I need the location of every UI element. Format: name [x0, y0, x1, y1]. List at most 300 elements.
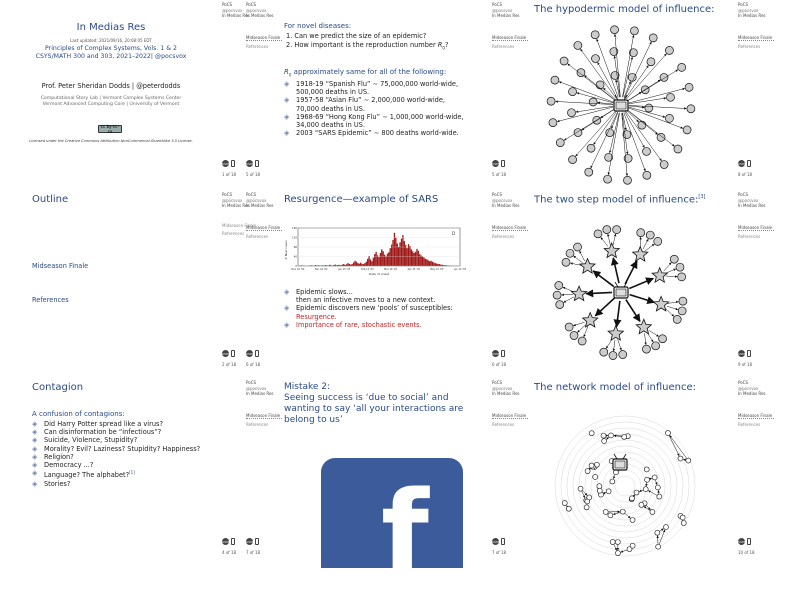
sidebar-course: PoCS [246, 2, 290, 8]
bar [352, 264, 353, 266]
person-node [670, 255, 678, 263]
affiliations [0, 96, 222, 108]
slide-title-resurgence: Resurgence—example of SARS [284, 194, 438, 205]
slide-footer [492, 160, 536, 177]
sidebar-course: PoCS [492, 192, 536, 198]
sidebar-deck: In Medias Res [492, 391, 536, 397]
influence-arrow [666, 276, 677, 277]
influence-arrow [562, 294, 573, 295]
sidebar-course: PoCS [738, 2, 782, 8]
course-line-2: CSYS/MATH 300 and 303, 2021–2022| @pocsvox [0, 53, 222, 61]
sidebar-right [738, 380, 782, 428]
influence-arrow [577, 325, 585, 333]
bullet-icon: ◈ [32, 461, 37, 469]
person-node [610, 479, 615, 484]
person-node [666, 93, 674, 101]
person-node [565, 323, 573, 331]
slide-mistake-2 [246, 378, 512, 566]
person-node [642, 345, 650, 353]
slide-title-outline: Outline [32, 194, 68, 205]
page-number[interactable]: 8 of 18 [738, 172, 782, 177]
bullet-icon: ◈ [32, 469, 37, 477]
sidebar-deck: In Medias Res [246, 13, 290, 19]
x-tick-label: Nov 16 '02 [292, 268, 305, 271]
person-node [585, 469, 590, 474]
sidebar-deck: In Medias Res [738, 13, 782, 19]
bar [435, 263, 436, 266]
broadcast-arrow [586, 292, 612, 293]
slide-title-hypodermic: The hypodermic model of influence: [534, 4, 715, 15]
person-node [679, 297, 687, 305]
contagion-list [32, 420, 200, 488]
list-item: ◈ Stories? [32, 480, 200, 488]
affiliation-line-1: Computational Story Lab | Vermont Complex Systems Center [0, 96, 222, 102]
bar [337, 265, 338, 266]
sidebar-nav-midseason[interactable]: Midseason Finale [738, 225, 774, 232]
course-info [0, 45, 222, 61]
sidebar-handle: @pocsvox [738, 386, 782, 392]
page-number[interactable]: 5 of 18 [246, 172, 290, 177]
person-node [547, 97, 555, 105]
list-item: ◈ 2003 “SARS Epidemic” ∼ 800 deaths world-wide. [284, 129, 464, 137]
last-updated: Last updated: 2021/09/16, 20:08:05 EDT [0, 38, 222, 43]
bar [364, 263, 365, 266]
influence-arrow [644, 333, 645, 344]
person-node [629, 496, 634, 501]
person-node [609, 351, 617, 359]
bar [437, 264, 438, 266]
slide-resurgence [246, 190, 512, 378]
influence-arrow [670, 435, 687, 458]
bullet-icon: ◈ [32, 428, 37, 436]
citation[interactable]: [1] [129, 470, 135, 475]
opinion-leader-icon [654, 296, 669, 311]
lock-icon [747, 538, 751, 545]
bar [356, 262, 357, 266]
sidebar-deck: In Medias Res [222, 13, 266, 19]
person-node [589, 431, 594, 436]
influence-arrow [649, 478, 651, 479]
sidebar-nav-midseason[interactable]: Midseason Finale [738, 35, 774, 42]
sidebar-right [738, 192, 782, 240]
bar [377, 255, 378, 266]
page-number[interactable]: 9 of 18 [738, 362, 782, 367]
broadcast-arrow [593, 271, 614, 287]
person-node [654, 237, 662, 245]
sidebar-course: PoCS [222, 2, 266, 8]
bar [378, 257, 379, 266]
sidebar-nav-references[interactable]: References [246, 422, 290, 428]
sidebar-nav-midseason[interactable]: Midseason Finale [738, 413, 774, 420]
x-tick-label: Feb 14 '03 [361, 268, 374, 271]
sidebar-nav-references[interactable]: References [246, 234, 290, 240]
list-item: ◈ 1918-19 “Spanish Flu” ∼ 75,000,000 world-wide, 500,000 deaths in US. [284, 80, 464, 96]
bar [423, 257, 424, 266]
sidebar-deck: In Medias Res [492, 203, 536, 209]
influence-arrow [614, 340, 615, 351]
facebook-f-icon: f [381, 476, 429, 586]
x-tick-label: Jan 15 '03 [337, 268, 350, 271]
person-node [589, 463, 594, 468]
lock-icon [501, 538, 505, 545]
sidebar-deck: In Medias Res [246, 391, 290, 397]
sidebar [492, 2, 536, 50]
bar [428, 260, 429, 266]
bar [401, 239, 402, 266]
person-node [619, 351, 627, 359]
sidebar-nav-references[interactable]: References [222, 231, 266, 237]
influence-arrow [584, 326, 588, 337]
opinion-leader-icon [571, 286, 586, 300]
list-item: ◈ Epidemic discovers new ‘pools’ of susceptibles: Resurgence. [284, 304, 453, 320]
x-tick-label: Dec 16 '02 [315, 268, 328, 271]
slide-title-contagion: Contagion [32, 382, 83, 393]
bar [425, 259, 426, 266]
influence-arrow [658, 490, 659, 494]
bar [422, 257, 423, 267]
sidebar-handle: @pocsvox [222, 8, 266, 14]
influence-arrow [614, 544, 617, 550]
sars-chart [284, 226, 464, 276]
opinion-leader-icon [604, 243, 619, 258]
influence-arrow [582, 490, 587, 495]
bar [342, 265, 343, 266]
sidebar-handle: @pocsvox [492, 386, 536, 392]
bullet-icon: ◈ [32, 445, 37, 453]
sidebar-nav-references[interactable]: References [738, 422, 782, 428]
sidebar-course: PoCS [246, 192, 290, 198]
influence-arrow [603, 492, 606, 493]
flu-list [284, 80, 464, 137]
influence-arrow [665, 269, 676, 273]
sidebar-nav-references[interactable]: References [492, 234, 536, 240]
sidebar-handle: @pocsvox [738, 8, 782, 14]
bar [394, 233, 395, 266]
bar [439, 264, 440, 266]
person-node [645, 104, 653, 112]
bar [375, 252, 376, 266]
person-node [611, 26, 619, 34]
bar [414, 253, 415, 266]
person-node [562, 500, 567, 505]
person-node [610, 539, 615, 544]
slide-footer [492, 538, 536, 555]
person-node [611, 71, 619, 79]
bar [442, 265, 443, 266]
sidebar-nav-references[interactable]: References [492, 44, 536, 50]
person-node [643, 147, 651, 155]
bullet-icon: ◈ [284, 304, 289, 312]
broadcast-arrow [595, 298, 614, 316]
facebook-logo [321, 458, 463, 568]
lock-icon [255, 160, 259, 167]
slide-footer [246, 160, 290, 177]
bar [371, 261, 372, 266]
bullet-icon: ◈ [284, 96, 289, 104]
bullet-icon: ◈ [284, 113, 289, 121]
sidebar-handle: @pocsvox [246, 198, 290, 204]
person-node [665, 114, 673, 122]
uvm-logo-icon: UVM [246, 350, 253, 357]
chart-ylabel: # New cases [284, 240, 288, 260]
bullet-icon: ◈ [284, 321, 289, 329]
person-node [613, 226, 621, 234]
person-node [594, 230, 602, 238]
lock-icon [501, 350, 505, 357]
chart-xlabel: Date of onset [369, 272, 390, 276]
person-node [647, 58, 655, 66]
person-node [551, 76, 559, 84]
sidebar-deck: In Medias Res [738, 391, 782, 397]
slide-outline [0, 190, 266, 378]
bar [430, 261, 431, 266]
distance-ring [603, 464, 647, 508]
page-number[interactable]: 1 of 18 [222, 172, 266, 177]
page-number[interactable]: 6 of 18 [492, 362, 536, 367]
x-tick-label: Mar 16 '03 [384, 268, 397, 271]
influence-arrow [645, 244, 654, 251]
page-number[interactable]: 7 of 18 [492, 550, 536, 555]
bullet-icon: ◈ [32, 480, 37, 488]
person-node [591, 55, 599, 63]
page-number[interactable]: 10 of 18 [738, 550, 782, 555]
uvm-logo-icon: UVM [738, 160, 745, 167]
slide-footer-right [738, 350, 782, 367]
person-node [587, 495, 592, 500]
person-node [622, 434, 627, 439]
slide-novel-diseases [246, 0, 512, 188]
influence-arrow [613, 234, 616, 245]
uvm-logo-icon: UVM [492, 350, 499, 357]
person-node [620, 509, 625, 514]
bar [329, 265, 330, 266]
x-tick-label: Jun 14 '03 [453, 268, 466, 271]
influence-arrow [639, 490, 643, 491]
person-node [652, 342, 660, 350]
sidebar-handle: @pocsvox [738, 198, 782, 204]
person-node [655, 485, 660, 490]
uvm-logo-icon: UVM [738, 538, 745, 545]
page-number[interactable]: 7 of 18 [246, 550, 290, 555]
bar [440, 265, 441, 266]
person-node [685, 83, 693, 91]
person-node [568, 109, 576, 117]
person-node [644, 467, 649, 472]
lock-icon [747, 160, 751, 167]
influence-arrow [666, 309, 674, 317]
bar [360, 263, 361, 266]
bar [347, 263, 348, 266]
influence-arrow [649, 330, 659, 336]
course-line-1: Principles of Complex Systems, Vols. 1 & 2 [0, 45, 222, 53]
sidebar-nav-midseason[interactable]: Midseason Finale [246, 225, 282, 232]
sidebar-handle: @pocsvox [246, 386, 290, 392]
distance-ring [573, 434, 677, 538]
y-tick-label: 40 [294, 255, 298, 259]
bar [390, 248, 391, 266]
person-node [609, 433, 614, 438]
opinion-leader-icon [608, 326, 623, 340]
person-node [569, 156, 577, 164]
bar [359, 264, 360, 266]
affiliation-line-2: Vermont Advanced Computing Core | University of Vermont [0, 102, 222, 108]
person-node [638, 121, 646, 129]
bar [408, 244, 409, 266]
bar [346, 264, 347, 266]
bar [426, 259, 427, 266]
two-step-diagram [546, 210, 696, 375]
list-item: ◈ Can disinformation be “infectious”? [32, 428, 200, 436]
chart-panel-label: D [452, 231, 455, 236]
influence-arrow [618, 339, 622, 350]
bullet-icon: ◈ [284, 129, 289, 137]
cc-license-badge[interactable]: cc by-nc-sa [98, 125, 122, 133]
slide-two-step [492, 190, 800, 378]
bar [373, 258, 374, 266]
person-node [589, 98, 597, 106]
person-node [681, 521, 686, 526]
outline-item-midseason[interactable]: Midseason Finale [32, 262, 88, 270]
sidebar-deck: In Medias Res [246, 203, 290, 209]
influence-arrow [601, 237, 608, 246]
page-number[interactable]: 6 of 18 [246, 362, 290, 367]
lock-icon [255, 538, 259, 545]
person-node [665, 431, 670, 436]
person-node [656, 544, 661, 549]
bar [353, 262, 354, 266]
person-node [585, 168, 593, 176]
sidebar-nav-midseason[interactable]: Midseason Finale [246, 35, 282, 42]
slide-contagion [0, 378, 266, 566]
sidebar-course: PoCS [738, 192, 782, 198]
person-node [678, 456, 683, 461]
influence-arrow [574, 256, 583, 263]
sidebar-course: PoCS [222, 192, 266, 198]
sidebar-nav-midseason[interactable]: Midseason Finale [492, 413, 528, 420]
lock-icon [231, 350, 235, 357]
bar [368, 256, 369, 266]
slide-title-two-step: The two step model of influence:[3] [534, 194, 705, 205]
person-node [686, 458, 691, 463]
person-node [555, 281, 563, 289]
person-node [630, 27, 638, 35]
uvm-logo-icon: UVM [492, 160, 499, 167]
person-node [663, 525, 668, 530]
broadcast-arrow [613, 258, 619, 283]
citation[interactable]: [3] [698, 194, 705, 200]
list-item: ◈ Did Harry Potter spread like a virus? [32, 420, 200, 428]
person-node [657, 133, 665, 141]
bullet-icon: ◈ [32, 453, 37, 461]
person-node [615, 540, 620, 545]
outline-item-references[interactable]: References [32, 296, 69, 304]
bar [335, 265, 336, 266]
x-tick-label: May 15 '03 [430, 268, 444, 271]
bar [343, 264, 344, 266]
bar [366, 262, 367, 266]
page-number[interactable]: 4 of 18 [222, 550, 266, 555]
person-node [623, 176, 631, 184]
list-item: ◈ Democracy ...? [32, 461, 200, 469]
uvm-logo-icon: UVM [222, 350, 229, 357]
sidebar-nav-midseason[interactable]: Midseason Finale [492, 35, 528, 42]
list-item: ◈ Suicide, Violence, Stupidity? [32, 436, 200, 444]
sidebar-nav-midseason[interactable]: Midseason Finale [222, 223, 266, 229]
influence-arrow [582, 491, 585, 498]
influence-arrow [664, 263, 672, 272]
lock-icon [501, 160, 505, 167]
person-node [674, 145, 682, 153]
opinion-leader-icon [636, 319, 651, 334]
influence-arrow [580, 251, 585, 261]
page-number[interactable]: 2 of 18 [222, 362, 266, 367]
sidebar-right [738, 2, 782, 50]
person-node [687, 105, 695, 113]
page-number[interactable]: 5 of 18 [492, 172, 536, 177]
sidebar-nav-references[interactable]: References [738, 234, 782, 240]
sidebar-nav-references[interactable]: References [492, 422, 536, 428]
influence-arrow [667, 306, 678, 309]
intro-novel-diseases: For novel diseases: [284, 22, 351, 30]
slide-footer [246, 350, 290, 367]
person-node [600, 348, 608, 356]
bar [363, 264, 364, 266]
person-node [574, 243, 582, 251]
question-1: 1. Can we predict the size of an epidemic? [286, 32, 448, 41]
y-tick-label: 160 [292, 226, 297, 230]
sidebar-nav-references[interactable]: References [738, 44, 782, 50]
person-node [645, 477, 650, 482]
bar [419, 254, 420, 266]
bar [395, 238, 396, 267]
bar [354, 261, 355, 266]
person-node [665, 46, 673, 54]
television-icon [614, 95, 628, 111]
person-node [603, 226, 611, 234]
bar [416, 249, 417, 266]
person-node [578, 337, 586, 345]
sidebar-nav-midseason[interactable]: Midseason Finale [492, 225, 528, 232]
sidebar-deck: In Medias Res [222, 203, 266, 209]
influence-arrow [606, 437, 609, 439]
bar [411, 249, 412, 266]
person-node [587, 144, 595, 152]
influence-arrow [655, 480, 657, 485]
slide-hypodermic [492, 0, 800, 188]
broadcast-arrow [626, 300, 640, 322]
person-node [593, 474, 598, 479]
bar [433, 262, 434, 266]
bullet-icon: ◈ [284, 288, 289, 296]
sidebar-nav-references[interactable]: References [246, 44, 290, 50]
slide-footer-right [738, 538, 782, 555]
bar [387, 254, 388, 266]
person-node [657, 494, 662, 499]
person-node [646, 231, 654, 239]
influence-arrow [573, 322, 584, 325]
sidebar-handle: @pocsvox [222, 198, 266, 204]
bar [406, 248, 407, 266]
author: Prof. Peter Sheridan Dodds | @peterdodds [0, 82, 222, 90]
bar [357, 263, 358, 266]
broadcast-arrow [617, 301, 620, 327]
list-item: ◈ Language? The alphabet?[1] [32, 469, 200, 479]
sidebar-nav-midseason[interactable]: Midseason Finale [246, 413, 282, 420]
sidebar-course: PoCS [492, 380, 536, 386]
person-node [562, 258, 570, 266]
person-node [549, 119, 557, 127]
person-node [643, 171, 651, 179]
